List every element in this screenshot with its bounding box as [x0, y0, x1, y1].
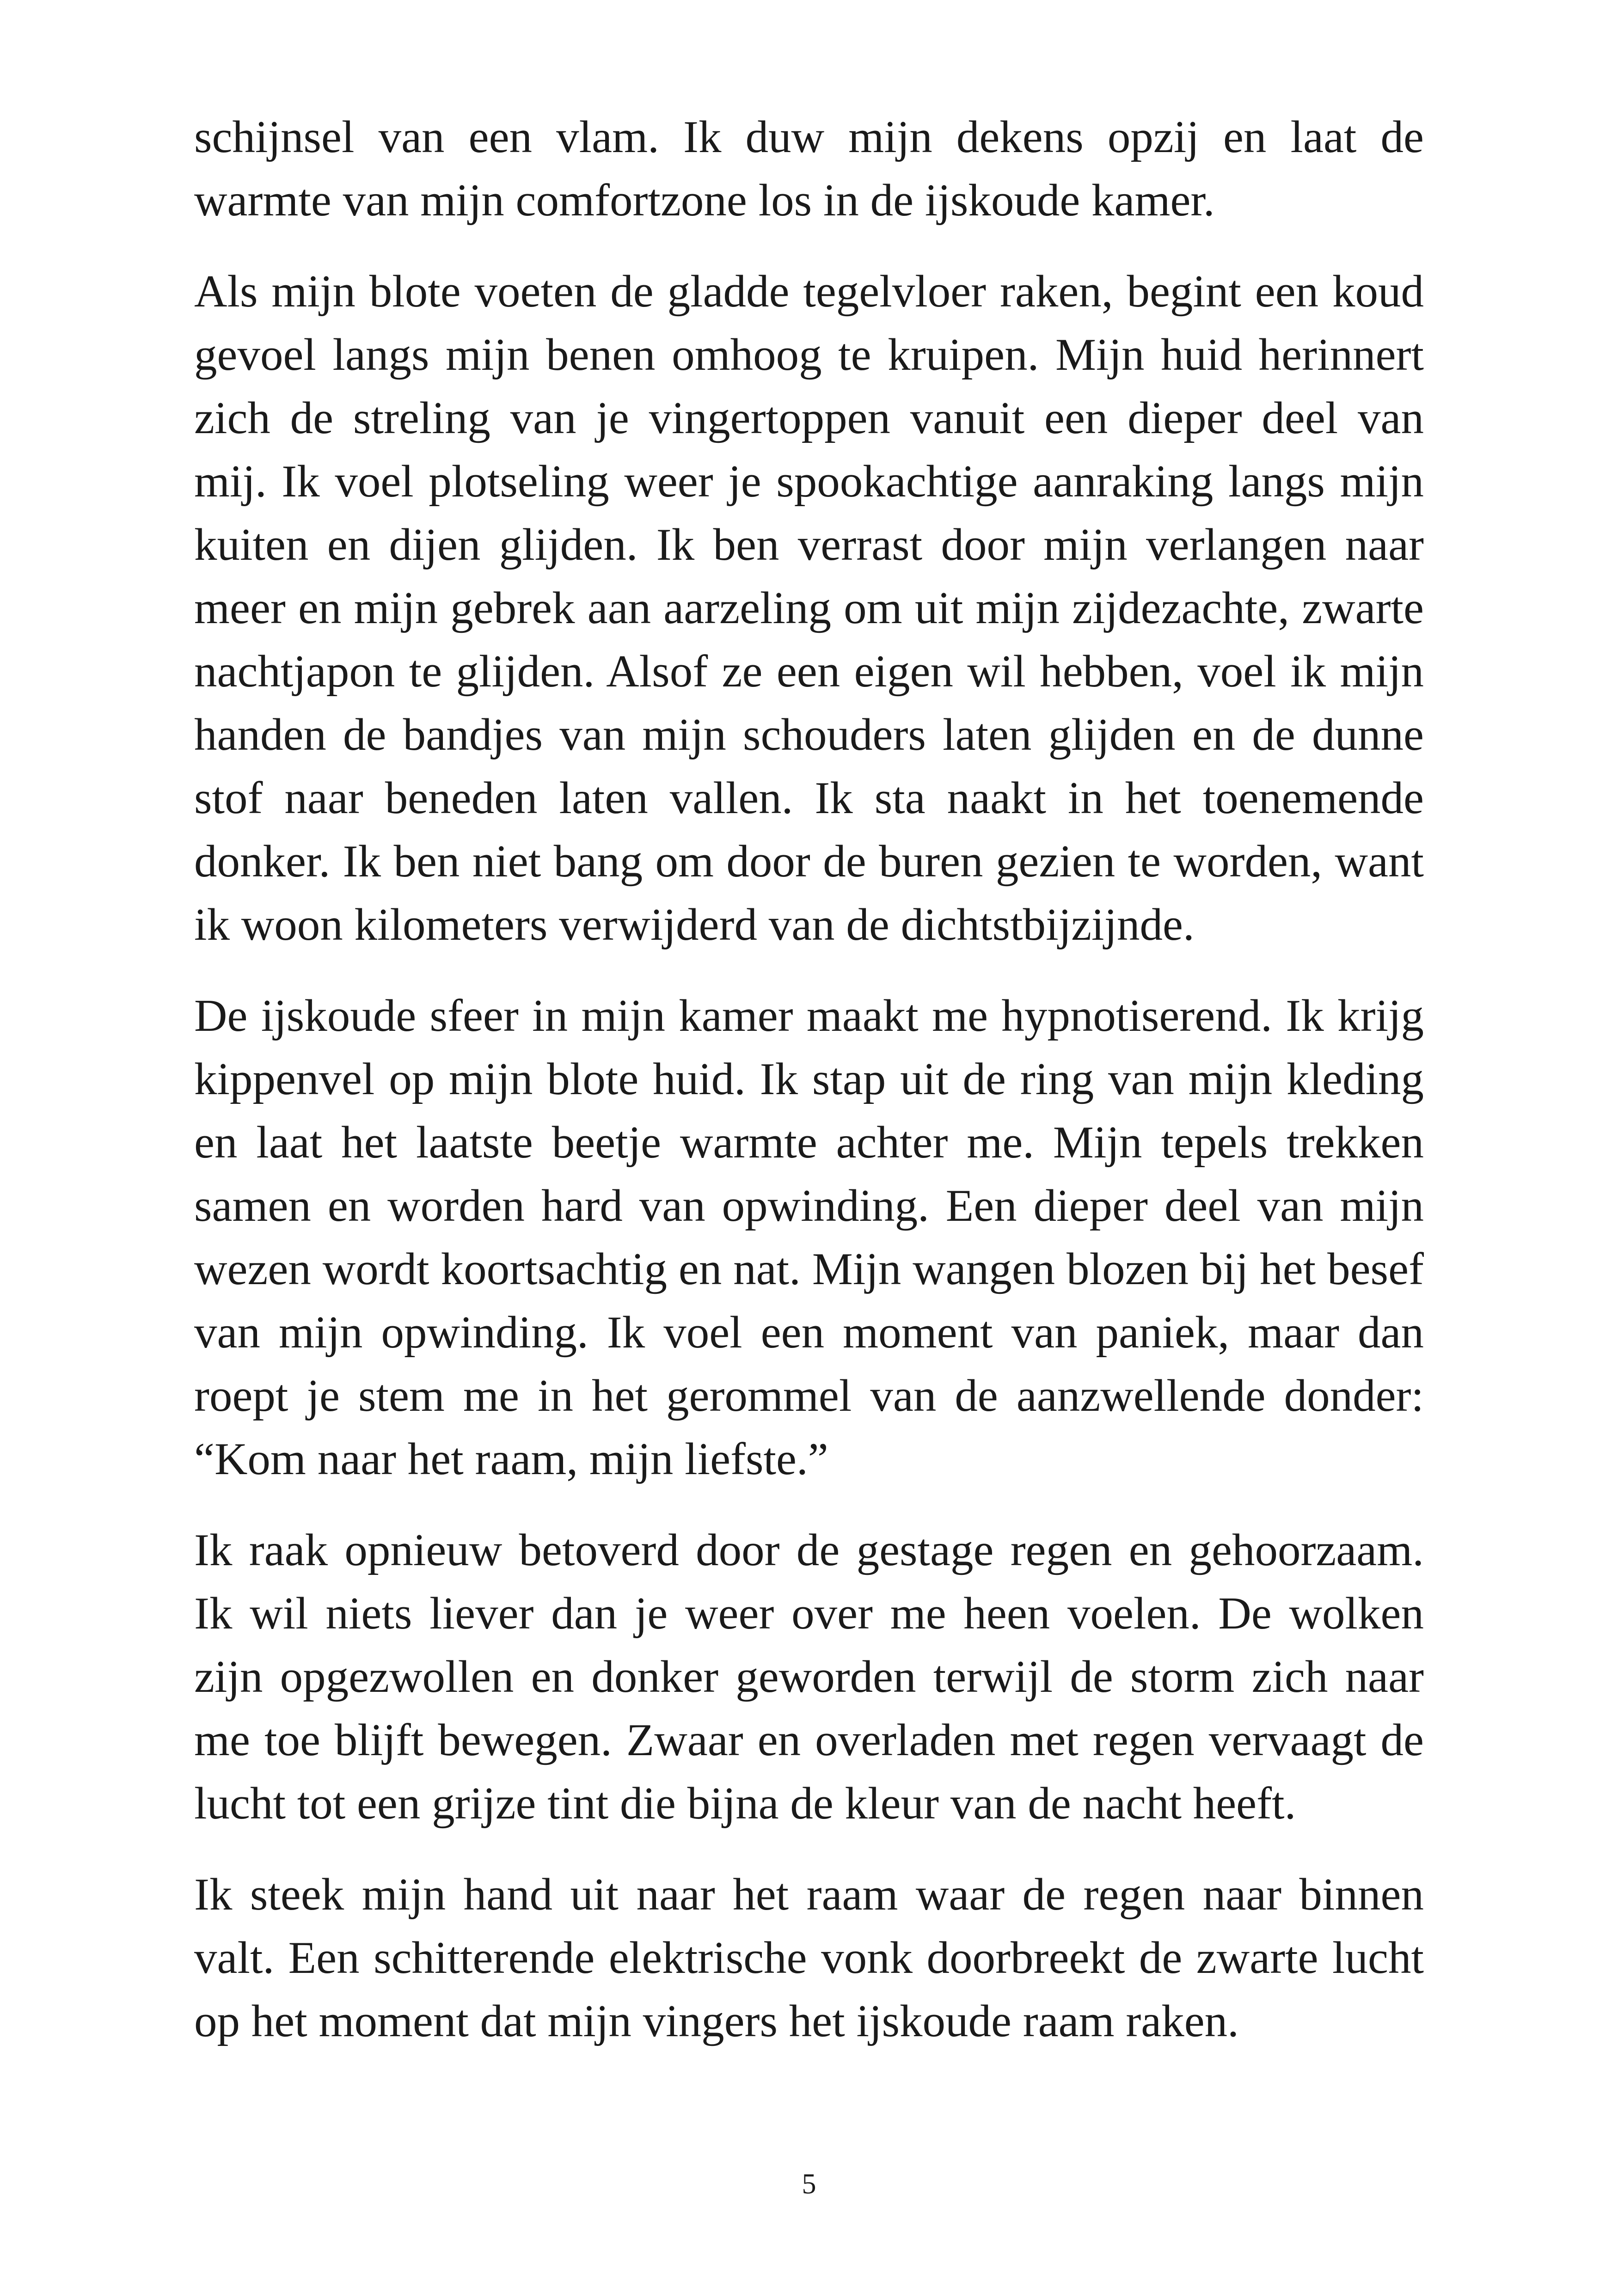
page-number: 5 [802, 2168, 816, 2200]
paragraph-1: schijnsel van een vlam. Ik duw mijn dekens opzij en laat de warmte van mijn comfortzone los in de ijskoude kamer. [194, 112, 1424, 226]
paragraph-3: De ijskoude sfeer in mijn kamer maakt me hypnotiserend. Ik krijg kippenvel op mijn blote huid. Ik stap uit de ring van mijn kleding en laat het laatste beetje warmte achter me. Mijn tepels trekken samen en worden hard van opwinding. Een dieper deel van mijn wezen wordt koortsachtig en nat. Mijn wangen blozen bij het besef van mijn opwinding. Ik voel een moment van paniek, maar dan roept je stem me in het gerommel van de aanzwellende donder: “Kom naar het raam, mijn liefste.” [194, 991, 1424, 1484]
paragraph-4: Ik raak opnieuw betoverd door de gestage regen en gehoorzaam. Ik wil niets liever dan je weer over me heen voelen. De wolken zijn opgezwollen en donker geworden terwijl de storm zich naar me toe blijft bewegen. Zwaar en overladen met regen vervaagt de lucht tot een grijze tint die bijna de kleur van de nacht heeft. [194, 1525, 1424, 1829]
paragraph-2: Als mijn blote voeten de gladde tegelvloer raken, begint een koud gevoel langs mijn benen omhoog te kruipen. Mijn huid herinnert zich de streling van je vingertoppen vanuit een dieper deel van mij. Ik voel plotseling weer je spookachtige aanraking langs mijn kuiten en dijen glijden. Ik ben verrast door mijn verlangen naar meer en mijn gebrek aan aarzeling om uit mijn zijdezachte, zwarte nachtjapon te glijden. Alsof ze een eigen wil hebben, voel ik mijn handen de bandjes van mijn schouders laten glijden en de dunne stof naar beneden laten vallen. Ik sta naakt in het toenemende donker. Ik ben niet bang om door de buren gezien te worden, want ik woon kilometers verwijderd van de dichtstbijzijnde. [194, 266, 1424, 950]
body-text [194, 105, 1424, 2081]
paragraph-5: Ik steek mijn hand uit naar het raam waar de regen naar binnen valt. Een schitterende elektrische vonk doorbreekt de zwarte lucht op het moment dat mijn vingers het ijskoude raam raken. [194, 1869, 1424, 2046]
